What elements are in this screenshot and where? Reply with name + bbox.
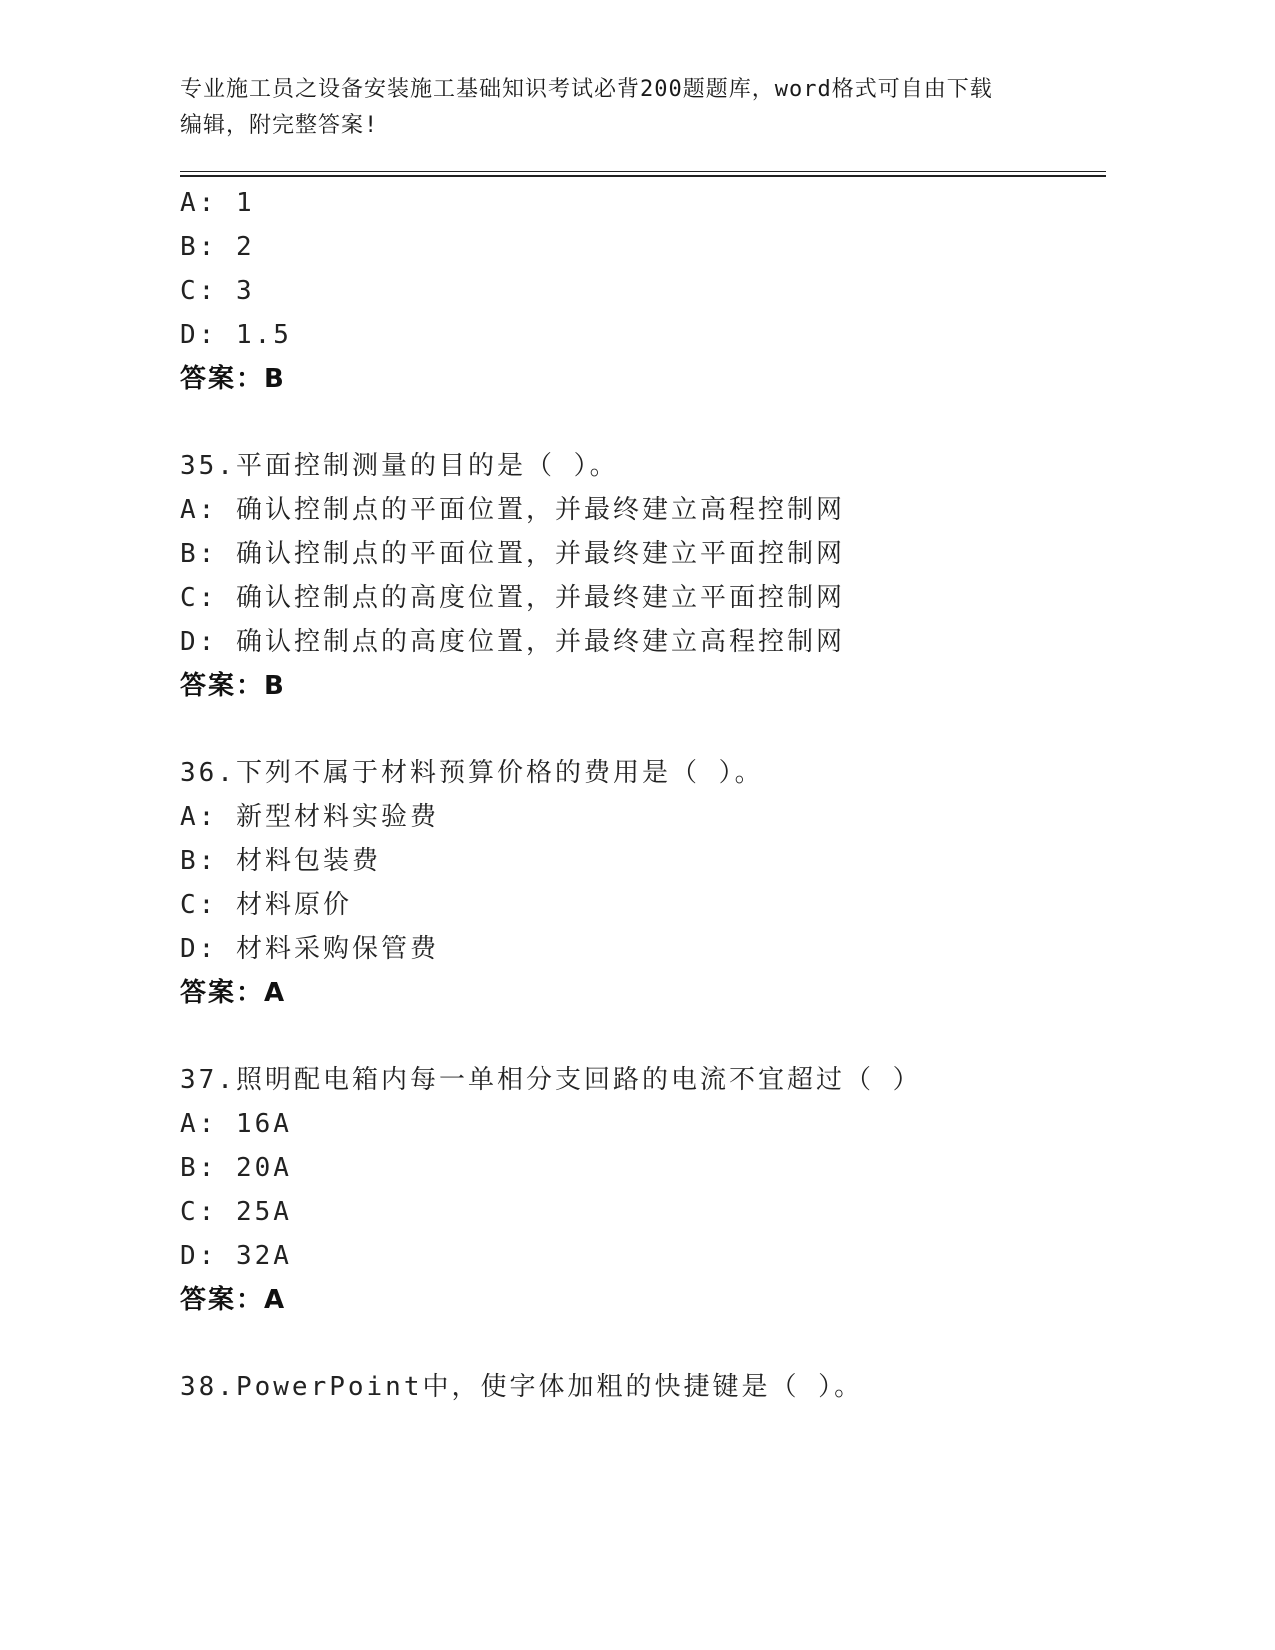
question-38 bbox=[180, 1365, 1100, 1409]
header-line-2: 编辑，附完整答案! bbox=[180, 113, 379, 138]
header-line-1: 专业施工员之设备安装施工基础知识考试必背200题题库，word格式可自由下载 bbox=[180, 77, 993, 102]
option-a: A: 确认控制点的平面位置，并最终建立高程控制网 bbox=[180, 495, 845, 525]
option-d: D: 1.5 bbox=[180, 320, 292, 350]
option-b: B: 确认控制点的平面位置，并最终建立平面控制网 bbox=[180, 539, 845, 569]
spacer bbox=[180, 1322, 1100, 1365]
option-c: C: 材料原价 bbox=[180, 890, 352, 920]
question-34 bbox=[180, 181, 1100, 401]
option-d: D: 确认控制点的高度位置，并最终建立高程控制网 bbox=[180, 627, 845, 657]
question-35 bbox=[180, 444, 1100, 708]
answer: 答案：A bbox=[180, 978, 287, 1008]
option-a: A: 16A bbox=[180, 1109, 292, 1139]
option-c: C: 确认控制点的高度位置，并最终建立平面控制网 bbox=[180, 583, 845, 613]
question-list bbox=[180, 181, 1100, 1409]
question-37 bbox=[180, 1058, 1100, 1322]
option-d: D: 32A bbox=[180, 1241, 292, 1271]
spacer bbox=[180, 401, 1100, 444]
question-text: 38.PowerPoint中，使字体加粗的快捷键是（ ）。 bbox=[180, 1372, 864, 1402]
option-b: B: 材料包装费 bbox=[180, 846, 381, 876]
answer: 答案：B bbox=[180, 671, 286, 701]
option-d: D: 材料采购保管费 bbox=[180, 934, 439, 964]
question-36 bbox=[180, 751, 1100, 1015]
question-text: 36.下列不属于材料预算价格的费用是（ ）。 bbox=[180, 758, 764, 788]
option-a: A: 新型材料实验费 bbox=[180, 802, 439, 832]
answer: 答案：B bbox=[180, 364, 286, 394]
question-text: 35.平面控制测量的目的是（ ）。 bbox=[180, 451, 619, 481]
answer: 答案：A bbox=[180, 1285, 287, 1315]
option-b: B: 20A bbox=[180, 1153, 292, 1183]
option-b: B: 2 bbox=[180, 232, 255, 262]
spacer bbox=[180, 708, 1100, 751]
option-a: A: 1 bbox=[180, 188, 255, 218]
header-divider-thick bbox=[180, 175, 1106, 177]
spacer bbox=[180, 1015, 1100, 1058]
header-divider-thin bbox=[180, 171, 1106, 172]
question-text: 37.照明配电箱内每一单相分支回路的电流不宜超过（ ） bbox=[180, 1065, 922, 1095]
option-c: C: 3 bbox=[180, 276, 255, 306]
document-header bbox=[180, 72, 1080, 144]
option-c: C: 25A bbox=[180, 1197, 292, 1227]
